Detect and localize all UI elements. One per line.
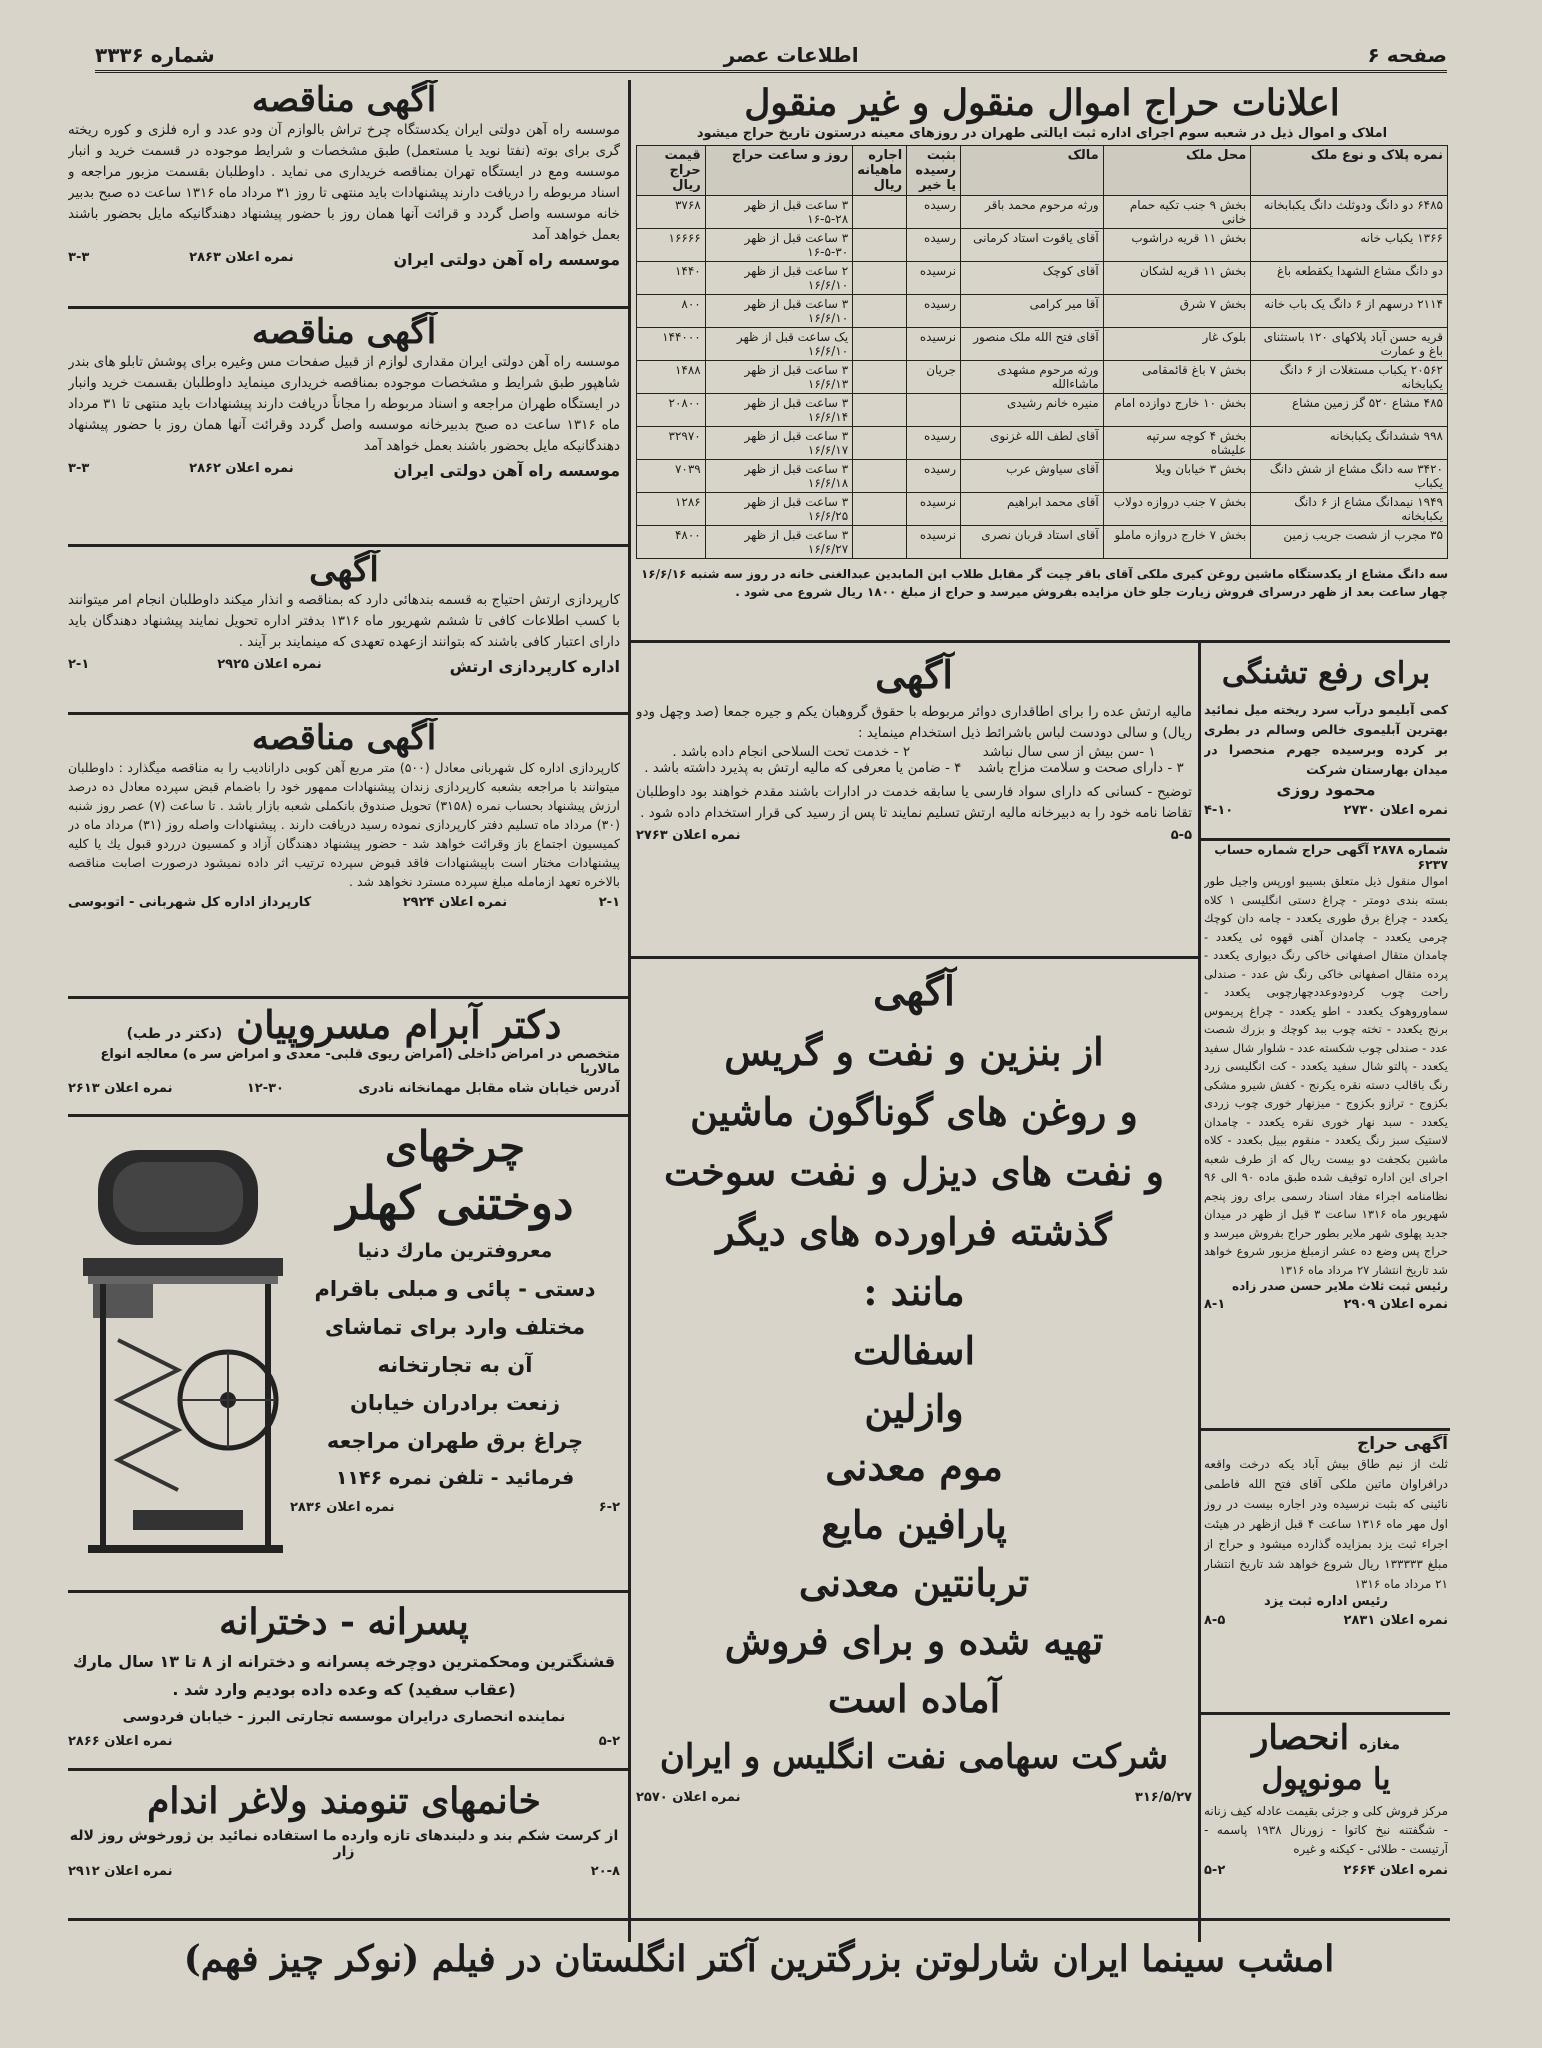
auction-notice-ad: [1204, 1434, 1448, 1708]
monopoly-seq: ۵-۲: [1204, 1863, 1226, 1878]
issue-label: شماره ۳۳۳۶: [95, 43, 215, 67]
auction-row: [637, 460, 1448, 493]
doctor-heading: [68, 1002, 620, 1047]
cinema-banner: [68, 1924, 1450, 1994]
cell-rent: [853, 460, 907, 493]
thirst-brand: محمود روزی: [1276, 780, 1376, 799]
cell-date: ۳ ساعت قبل از ظهر ۱۶/۶/۱۷: [705, 427, 852, 460]
thirst-seq: ۴-۱۰: [1204, 803, 1234, 818]
sewing-footer: [290, 1500, 620, 1515]
cell-plate: ۳۴۲۰ سه دانگ مشاع از شش دانگ یکباب: [1251, 460, 1448, 493]
cell-owner: منیره خانم رشیدی: [961, 394, 1104, 427]
auction-row: [637, 196, 1448, 229]
auction-row: [637, 262, 1448, 295]
cell-owner: آقای سیاوش عرب: [961, 460, 1104, 493]
cell-date: ۳ ساعت قبل از ظهر ۳۰-۵-۱۶: [705, 229, 852, 262]
sewing-line-4: آن به تجارتخانه: [377, 1353, 533, 1377]
cell-rent: [853, 394, 907, 427]
auction-table-header: [637, 146, 1448, 196]
bikes-seq: ۵-۲: [598, 1734, 620, 1749]
divider: [1200, 1712, 1450, 1715]
tender-3-signature: کارپرداز اداره کل شهربانی - اتوبوسی: [68, 895, 312, 910]
oil-ad-footer: [636, 1790, 1192, 1805]
cell-price: ۳۷۶۸: [637, 196, 706, 229]
cell-registered: رسیده: [907, 427, 961, 460]
oil-company-name: شرکت سهامی نفت انگلیس و ایران: [659, 1737, 1169, 1777]
auction-title: اعلانات حراج اموال منقول و غیر منقول: [744, 82, 1340, 124]
tender-2-footer: [68, 461, 620, 480]
cell-registered: نرسیده: [907, 526, 961, 559]
auction-notice-ad-number: نمره اعلان ۲۸۳۱: [1343, 1613, 1448, 1628]
cell-date: ۳ ساعت قبل از ظهر ۱۶/۶/۱۳: [705, 361, 852, 394]
auction-notice-signer: رئیس اداره ثبت یزد: [1264, 1594, 1388, 1609]
col-location: محل ملک: [1103, 146, 1251, 196]
sewing-machine-ad: [68, 1120, 620, 1586]
tender-ad-2: [68, 312, 620, 540]
tender-1-ad-number: نمره اعلان ۲۸۶۳: [189, 250, 294, 265]
tender-3-title: آگهی مناقصه: [251, 718, 437, 758]
auction-row: [637, 427, 1448, 460]
cell-price: ۱۴۴۰۰۰: [637, 328, 706, 361]
doctor-ad: [68, 1002, 620, 1110]
machine-base: [88, 1545, 283, 1553]
auction-small-title: شماره ۲۸۷۸ آگهی حراج شماره حساب ۶۲۳۷: [1214, 842, 1448, 872]
bikes-dealer: نماینده انحصاری درایران موسسه تجارتی البرز - خیابان فردوسی: [122, 1709, 566, 1725]
sewing-line-7: فرمائید - تلفن نمره ۱۱۴۶: [335, 1467, 575, 1489]
army-notice-footer: [68, 657, 620, 676]
page-header: [95, 40, 1447, 73]
cell-price: ۷۰۳۹: [637, 460, 706, 493]
cell-price: ۱۲۸۶: [637, 493, 706, 526]
col-price: قیمت حراج ریال: [637, 146, 706, 196]
slimming-seq: ۲۰-۸: [590, 1864, 620, 1879]
cell-location: بخش ۴ کوچه سرتپه علیشاه: [1103, 427, 1251, 460]
thirst-ad: [1204, 648, 1448, 834]
col-owner: مالک: [961, 146, 1104, 196]
auction-table: [636, 145, 1448, 559]
doctor-name: دکتر آبرام مسروپیان: [236, 1002, 562, 1047]
tender-1-signature: موسسه راه آهن دولتی ایران: [393, 250, 620, 269]
oil-ad-line-6: تهیه شده و برای فروش: [724, 1618, 1104, 1663]
oil-company-ad: [636, 962, 1192, 1914]
slimming-title: خانمهای تنومند ولاغر اندام: [147, 1780, 541, 1822]
monopoly-shop-ad: [1204, 1718, 1448, 1914]
cell-date: ۳ ساعت قبل از ظهر ۱۶/۶/۱۴: [705, 394, 852, 427]
cell-location: بلوک غار: [1103, 328, 1251, 361]
monopoly-body: مرکز فروش کلی و جزئی بقیمت عادله کیف زنانه - شگفتنه نبخ کاتوا - زورنال ۱۹۳۸ پاسمه - آرتیست - طلائی - کیکنه و غیره: [1204, 1804, 1448, 1856]
auction-small-body: اموال منقول ذیل متعلق بسیبو اورپس واجیل طور بسته بندی دومتر - چراغ دستی انگلیسی ۱ کلاه یکعدد - چراغ برق طوری یکعدد - چامه دان کوچك چرمی یکعدد - چامدان آهنی قهوه ئی یکعدد - چامدان متقال اصفهانی خاکی رنگ دیواری یکعدد - پرده متقال اصفهانی خاکی رنگ ش عدد - صندلی راحت چوب کردودوعددچهارچوبی یکعدد - سماوروهوک یکعدد - اطو یکعدد - چراغ پریموس برنج یکعدد - تخته چوب ببد کوچك و بزرك شصت عدد - صندلی چوب شکسته عدد - شلوار شال سفید یکعدد - پالتو شال سفید یکعدد - کت انگلیسی زرد رنگ باقالب دسته نقره یکرنج - کفش شیرو مشکی بکزوج - ترازو بکزوج - میزنهار خوری چوب زردی یکعدد - سبد نهار خوری نقره یکعدد - چامدان لاستیک سبز رنگ یکعدد - منقوم ببیل بکعدد - کلاه ماشین بکجفت دو بیست ریال که از طرف شعبه اجرای این اداره توقیف شده طبق ماده ۹۰ الی ۹۶ نظامنامه اجراء مفاد اسناد رسمی برای روز پنجم شهریور ماه ۱۳۱۶ ساعت ۳ قبل از ظهر در میدان جدید پهلوی شهر ملایر بطور حراج بفروش میرسد و حراج پس وضع ده عشر ازمبلغ مزبور شروع خواهد شد تاریخ انتشار ۲۷ مرداد ماه ۱۳۱۶: [1204, 874, 1448, 1277]
monopoly-subtitle: یا مونوپول: [1261, 1762, 1391, 1797]
machine-table-edge: [88, 1276, 278, 1284]
oil-ad-line-1: از بنزین و نفت و گریس: [724, 1029, 1104, 1074]
cell-date: ۳ ساعت قبل از ظهر ۱۶/۶/۱۰: [705, 295, 852, 328]
cell-registered: رسیده: [907, 460, 961, 493]
cell-plate: ۲۰۵۶۲ یکباب مستغلات از ۶ دانگ یکبابخانه: [1251, 361, 1448, 394]
cell-owner: ورثه مرحوم مشهدی ماشاءالله: [961, 361, 1104, 394]
doctor-address: آدرس خیابان شاه مقابل مهمانخانه نادری: [358, 1081, 620, 1096]
column-divider: [1198, 640, 1201, 1942]
army-notice-ad-number: نمره اعلان ۲۹۲۵: [217, 657, 322, 672]
oil-ad-line-2: و روغن های گوناگون ماشین: [690, 1089, 1138, 1134]
cell-date: ۳ ساعت قبل از ظهر ۲۸-۵-۱۶: [705, 196, 852, 229]
sewing-seq: ۶-۲: [598, 1500, 620, 1515]
tender-3-seq: ۲-۱: [598, 895, 620, 910]
divider: [68, 1114, 628, 1117]
condition-2: ۲ - خدمت تحت السلاحی انجام داده باشد .: [672, 744, 911, 760]
cell-rent: [853, 361, 907, 394]
oil-product-asphalt: اسفالت: [852, 1328, 976, 1373]
divider: [630, 956, 1200, 959]
cell-date: ۲ ساعت قبل از ظهر ۱۶/۶/۱۰: [705, 262, 852, 295]
auction-small-footer: [1204, 1297, 1448, 1312]
tender-ad-1: [68, 80, 620, 302]
tender-2-signature: موسسه راه آهن دولتی ایران: [393, 461, 620, 480]
col-date: روز و ساعت حراج: [705, 146, 852, 196]
bikes-footer: [68, 1734, 620, 1749]
army-notice: [68, 550, 620, 708]
cell-plate: ۶۴۸۵ دو دانگ ودوثلث دانگ یکبابخانه: [1251, 196, 1448, 229]
cell-date: ۳ ساعت قبل از ظهر ۱۶/۶/۲۵: [705, 493, 852, 526]
doctor-footer: [68, 1081, 620, 1096]
auction-row: [637, 229, 1448, 262]
cell-plate: ۹۹۸ ششدانگ یکبابخانه: [1251, 427, 1448, 460]
slimming-footer: [68, 1864, 620, 1879]
cell-location: بخش ۱۱ قریه لشکان: [1103, 262, 1251, 295]
monopoly-footer: [1204, 1863, 1448, 1878]
oil-product-turpentine: تربانتین معدنی: [798, 1560, 1030, 1605]
sewing-ad-number: نمره اعلان ۲۸۳۶: [290, 1500, 395, 1515]
cell-plate: ۲۱۱۴ درسهم از ۶ دانگ یک باب خانه: [1251, 295, 1448, 328]
cell-plate: ۳۵ مجرب از شصت جریب زمین: [1251, 526, 1448, 559]
cell-rent: [853, 493, 907, 526]
army-finance-title: آگهی: [875, 652, 953, 697]
army-finance-conditions-1: [636, 744, 1192, 760]
doctor-degree: (دکتر در طب): [126, 1026, 223, 1042]
army-notice-title: آگهی: [309, 550, 379, 590]
army-notice-body: کارپردازی ارتش احتیاج به قسمه بندهائی دارد که بمناقصه و انذار میکند داوطلبان انجام امر میتوانند با کسب اطلاعات کافی تا ششم شهریور ماه ۱۳۱۶ بدفتر اداره تحویل نمایند پیشنهاد دهندگان باید دارای اعتبار کافی باشند که بتوانند ازعهده تعهدی که مینمایند بر آیند .: [68, 592, 620, 650]
army-finance-body: مالیه ارتش عده را برای اطاقداری دوائر مربوطه با حقوق گروهبان یکم و جیره جمعا (صد وچهل ودو ریال) و سالی دودست لباس باشرائط ذیل استخدام مینماید :: [636, 704, 1192, 741]
auction-row: [637, 328, 1448, 361]
monopoly-heading: [1204, 1718, 1448, 1758]
sewing-line-1: معروفترین مارك دنیا: [357, 1240, 553, 1262]
oil-ad-title: آگهی: [873, 968, 955, 1015]
cell-rent: [853, 427, 907, 460]
monopoly-title: انحصار: [1252, 1718, 1350, 1758]
oil-ad-code: ۳۱۶/۵/۲۷: [1134, 1790, 1192, 1805]
cell-location: بخش ۱۱ قریه دراشوب: [1103, 229, 1251, 262]
cell-owner: آقای استاد قربان نصری: [961, 526, 1104, 559]
auction-notice-title: آگهی حراج: [1357, 1434, 1448, 1454]
condition-4: ۴ - ضامن یا معرفی که مالیه ارتش به پذیرد داشته باشد .: [644, 760, 962, 776]
banner-top-rule: [68, 1918, 1450, 1921]
cell-registered: نرسیده: [907, 493, 961, 526]
cell-owner: آقای فتح الله ملک منصور: [961, 328, 1104, 361]
army-finance-note: توضیح - کسانی که دارای سواد فارسی یا سابقه خدمت در ادارات باشند مقدم خواهند بود داوطلبان تقاضا نامه خود را به دبیرخانه مالیه ارتش تسلیم نمایند تا پس از رسید کی قرار استخدام داده شود .: [636, 784, 1192, 821]
slimming-ad: [68, 1774, 620, 1892]
cell-rent: [853, 229, 907, 262]
tender-1-body: موسسه راه آهن دولتی ایران یکدستگاه چرخ تراش بالوازم آن ودو عدد و اره فلزی و کوره ریخته گری برای بوته (نفتا نوید یا مستعمل) طبق مشخصات و شرایط موجوده در قسمت خرید و انبار موسسه ومع در ایستگاه تهران بمناقصه خریداری می نماید . داوطلبان بقسمت مزبور مراجعه و اسناد مربوطه را دریافت دارند پیشنهادات باید منتهی تا روز ۳۱ مرداد ماه ۱۳۱۶ ساعت ده صبح بدبیر خانه موسسه واصل گردد و قرائت آنها همان روز با حضور پیشنهاد دهندگانیکه مایل بحضور باشند بعمل خواهد آمد: [68, 122, 620, 243]
cell-owner: ورثه مرحوم محمد باقر: [961, 196, 1104, 229]
monopoly-ad-number: نمره اعلان ۲۶۶۴: [1343, 1863, 1448, 1878]
auction-footnote: سه دانگ مشاع از یکدستگاه ماشین روغن کیری ملکی آقای باقر چیت گر مقابل طلاب ابن المابدین عبدالغنی خانه در روز سه شنبه ۱۶/۶/۱۶ چهار ساعت بعد از ظهر درسرای فروش زیارت جلو خان مزایده بفروش میرسد و حراج از مبلغ ۱۸۰۰ ریال شروع می شود .: [640, 567, 1448, 599]
cell-date: ۳ ساعت قبل از ظهر ۱۶/۶/۱۸: [705, 460, 852, 493]
auction-row: [637, 295, 1448, 328]
cell-registered: رسیده: [907, 229, 961, 262]
cell-price: ۸۰۰: [637, 295, 706, 328]
tender-2-ad-number: نمره اعلان ۲۸۶۲: [189, 461, 294, 476]
divider: [68, 1590, 628, 1593]
page-label: صفحه ۶: [1367, 43, 1447, 67]
cell-location: بخش ۹ جنب تکیه حمام خانی: [1103, 196, 1251, 229]
cell-registered: رسیده: [907, 295, 961, 328]
tender-3-body: کارپردازی اداره کل شهربانی معادل (۵۰۰) متر مربع آهن کوبی دارانادیب را به مناقصه میگذارد : داوطلبان میتوانند با مراجعه بشعبه کارپردازی زندان پیشنهادات ممهور خود را باضمام قبض سپرده معادل ده درصد ارزش پیشنهاد بحساب نمره (۳۱۵۸) تحویل صندوق بانکملی شعبه بازار باشد . تا ساعت (۷) عصر روز شنبه (۳۰) مرداد ماه تسلیم دفتر کارپردازی نموده رسید دریافت دارند . پیشنهادات واصله روز (۳۱) مرداد ماه در کمیسیون اجتماع باز وقرائت خواهد شد - حضور پیشنهاد دهندگان آزاد و کمسیون درردو قبول یك یا كلیه پیشنهادات مختار است باپیشنهادات فاقد قبوض سپرده ترتیب اثر داده نمیشود درصورت اصابت مناقصه بالاخره تعهد ازمامله مبلغ سپرده مسترد نخواهد شد .: [68, 760, 620, 889]
thirst-ad-number: نمره اعلان ۲۷۳۰: [1343, 803, 1448, 818]
doctor-hours: ۱۲-۳۰: [246, 1081, 284, 1096]
auction-small-ad-number: نمره اعلان ۲۹۰۹: [1343, 1297, 1448, 1312]
bikes-body: قشنگترین ومحکمترین دوچرخه پسرانه و دخترانه از ۸ تا ۱۳ سال مارك (عقاب سفید) که وعده داده بودیم وارد شد .: [72, 1652, 616, 1699]
cell-plate: قریه حسن آباد پلاکهای ۱۲۰ باستثنای باغ و عمارت: [1251, 328, 1448, 361]
oil-product-wax: موم معدنی: [825, 1444, 1003, 1489]
divider: [68, 996, 628, 999]
tender-ad-3: [68, 718, 620, 990]
cell-registered: جریان: [907, 361, 961, 394]
army-notice-seq: ۲-۱: [68, 657, 90, 672]
cell-rent: [853, 262, 907, 295]
cell-price: ۳۲۹۷۰: [637, 427, 706, 460]
cell-owner: آقا میر کرامی: [961, 295, 1104, 328]
cell-owner: آقای محمد ابراهیم: [961, 493, 1104, 526]
cell-plate: ۱۳۶۶ یکباب خانه: [1251, 229, 1448, 262]
auction-row: [637, 493, 1448, 526]
sewing-line-6: چراغ برق طهران مراجعه: [326, 1429, 584, 1453]
sewing-text: [290, 1120, 620, 1515]
col-registered: بثبت رسیده یا خیر: [907, 146, 961, 196]
col-plate: نمره پلاک و نوع ملک: [1251, 146, 1448, 196]
machine-lattice: [118, 1340, 178, 1490]
condition-1: ۱ -سن بیش از سی سال نباشد: [982, 744, 1156, 760]
cell-price: ۱۶۶۶۶: [637, 229, 706, 262]
auction-small-ad: [1204, 842, 1448, 1424]
tender-2-body: موسسه راه آهن دولتی ایران مقداری لوازم از قبیل صفحات مس وغیره برای پوشش تابلو های بندر شاهپور طبق شرایط و مشخصات موجوده بمناقصه خریداری مینماید داوطلبان بقسمت خرید وانبار در ایستگاه طهران مراجعه و اسناد مربوطه را مجاناً دریافت دارند پیشنهادات باید منتهی تا ۳۱ مرداد ماه ۱۳۱۶ ساعت ده صبح بدبیرخانه موسسه واصل گردد وقرائت آنها همان روز با حضور پیشنهاد دهندگانیکه مایل بحضور باشند بعمل خواهد آمد: [68, 354, 620, 454]
cell-location: بخش ۷ جنب دروازه دولاب: [1103, 493, 1251, 526]
divider: [68, 1768, 628, 1771]
machine-cover-shade: [113, 1162, 243, 1232]
auction-row: [637, 394, 1448, 427]
condition-3: ۳ - دارای صحت و سلامت مزاج باشد: [977, 760, 1184, 776]
cell-owner: آقای لطف الله غزنوی: [961, 427, 1104, 460]
cell-rent: [853, 526, 907, 559]
cell-rent: [853, 328, 907, 361]
cell-date: یک ساعت قبل از ظهر ۱۶/۶/۱۰: [705, 328, 852, 361]
oil-ad-line-3: و نفت های دیزل و نفت سوخت: [663, 1149, 1164, 1194]
auction-notice-seq: ۸-۵: [1204, 1613, 1226, 1628]
divider: [68, 712, 628, 715]
tender-3-ad-number: نمره اعلان ۲۹۲۴: [402, 895, 508, 910]
oil-ad-line-4: گذشته فراورده های دیگر: [716, 1209, 1112, 1254]
cell-price: ۴۸۰۰: [637, 526, 706, 559]
tender-1-seq: ۳-۳: [68, 250, 90, 265]
tender-1-title: آگهی مناقصه: [251, 80, 437, 120]
sewing-title-2: دوختنی کهلر: [336, 1176, 574, 1230]
cell-rent: [853, 295, 907, 328]
newspaper-name: اطلاعات عصر: [723, 43, 859, 67]
divider: [1200, 838, 1450, 841]
cell-location: بخش ۳ خیابان ویلا: [1103, 460, 1251, 493]
army-finance-ad: [636, 648, 1192, 950]
army-finance-ad-number: نمره اعلان ۲۷۶۳: [636, 828, 741, 843]
cell-plate: ۱۹۴۹ نیمدانگ مشاع از ۶ دانگ یکبابخانه: [1251, 493, 1448, 526]
cell-registered: [907, 394, 961, 427]
oil-ad-line-7: آماده است: [827, 1676, 1001, 1721]
auction-row: [637, 361, 1448, 394]
cell-owner: آقای یاقوت استاد کرمانی: [961, 229, 1104, 262]
monopoly-shop-label: مغازه: [1359, 1735, 1401, 1753]
divider: [68, 544, 628, 547]
slimming-body: از کرست شکم بند و دلبندهای تازه وارده ما استفاده نمائید بن ژورخوش روز لاله زار: [69, 1828, 619, 1860]
bikes-ad-number: نمره اعلان ۲۸۶۶: [68, 1734, 173, 1749]
sewing-title-1: چرخهای: [384, 1122, 526, 1171]
cell-rent: [853, 196, 907, 229]
oil-ad-number: نمره اعلان ۲۵۷۰: [636, 1790, 741, 1805]
thirst-body: کمی آبلیمو درآب سرد ریخته میل نمائید بهترین آبلیموی خالص وسالم در بطری بر کرده وبرسیده جهرم منحصرا در میدان بهارستان شرکت: [1204, 702, 1448, 777]
cell-registered: رسیده: [907, 196, 961, 229]
auction-section: [636, 80, 1448, 638]
auction-row: [637, 526, 1448, 559]
bikes-ad: [68, 1596, 620, 1764]
doctor-ad-number: نمره اعلان ۲۶۱۳: [68, 1081, 173, 1096]
divider: [1200, 1428, 1450, 1431]
cell-location: بخش ۷ باغ قائمقامی: [1103, 361, 1251, 394]
section-divider: [630, 640, 1450, 643]
cell-registered: نرسیده: [907, 328, 961, 361]
oil-product-vaseline: وازلین: [864, 1386, 964, 1431]
cell-registered: نرسیده: [907, 262, 961, 295]
auction-small-seq: ۸-۱: [1204, 1297, 1226, 1312]
divider: [68, 306, 628, 309]
cell-owner: آقای کوچک: [961, 262, 1104, 295]
tender-1-footer: [68, 250, 620, 269]
army-notice-signature: اداره کارپردازی ارتش: [449, 657, 620, 676]
army-finance-seq: ۵-۵: [1170, 828, 1192, 843]
tender-2-seq: ۳-۳: [68, 461, 90, 476]
thirst-footer: [1204, 803, 1448, 818]
bikes-title: پسرانه - دخترانه: [219, 1601, 469, 1643]
col-rent: اجاره ماهیانه ریال: [853, 146, 907, 196]
cell-date: ۳ ساعت قبل از ظهر ۱۶/۶/۲۷: [705, 526, 852, 559]
auction-small-signer: رئیس ثبت ثلاث ملایر حسن صدر زاده: [1232, 1279, 1448, 1293]
doctor-specialty: متخصص در امراض داخلی (امراض ریوی قلبی- معدی و امراض سر ه) معالجه انواع مالاریا: [100, 1047, 620, 1077]
sewing-line-5: زنعت برادران خیابان: [349, 1391, 561, 1415]
cell-price: ۱۴۴۰: [637, 262, 706, 295]
machine-table-top: [83, 1258, 283, 1276]
oil-ad-line-5: مانند :: [863, 1269, 965, 1314]
oil-product-paraffin: پارافین مایع: [821, 1502, 1007, 1547]
auction-subtitle: املاک و اموال ذیل در شعبه سوم اجرای اداره ثبت ایالتی طهران در روزهای معینه درستون تاریخ حراج میشود: [696, 126, 1388, 141]
tender-3-footer: [68, 895, 620, 910]
cell-location: بخش ۷ شرق: [1103, 295, 1251, 328]
sewing-line-3: مختلف وارد برای تماشای: [324, 1315, 586, 1339]
cell-price: ۲۰۸۰۰: [637, 394, 706, 427]
auction-notice-footer: [1204, 1613, 1448, 1628]
machine-treadle: [133, 1510, 243, 1530]
army-finance-footer: [636, 828, 1192, 843]
army-finance-conditions-2: [636, 760, 1192, 776]
sewing-line-2: دستی - پائی و مبلی باقرام: [314, 1277, 596, 1301]
auction-notice-body: ثلث از نیم طاق بیش آباد یکه درخت واقعه درافراوان ماتین ملکی آقای فتح الله فاطمی نائینی که بثبت نرسیده ودر اجاره بیست در روز اول مهر ماه ۱۳۱۶ ساعت ۴ قبل ازظهر در هیئت اجراء ثبت یزد بمزایده گذارده میشود و حراج از مبلغ ۱۳۳۳۳۳ ریال شروع خواهد شد تاریخ انتشار ۲۱ مرداد ماه ۱۳۱۶: [1204, 1457, 1448, 1591]
cell-price: ۱۴۸۸: [637, 361, 706, 394]
cell-plate: دو دانگ مشاع الشهدا یکقطعه باغ: [1251, 262, 1448, 295]
sewing-machine-illustration: [78, 1140, 288, 1570]
cell-location: بخش ۱۰ خارج دوازده امام: [1103, 394, 1251, 427]
column-divider: [628, 80, 631, 1942]
slimming-ad-number: نمره اعلان ۲۹۱۲: [68, 1864, 173, 1879]
cell-location: بخش ۷ خارج دروازه ماملو: [1103, 526, 1251, 559]
cell-plate: ۴۸۵ مشاع ۵۲۰ گز زمین مشاع: [1251, 394, 1448, 427]
tender-2-title: آگهی مناقصه: [251, 312, 437, 352]
thirst-title: برای رفع تشنگی: [1221, 656, 1431, 691]
cinema-text: امشب سینما ایران شارلوتن بزرگترین آکتر انگلستان در فیلم (نوکر چیز فهم): [183, 1938, 1335, 1980]
